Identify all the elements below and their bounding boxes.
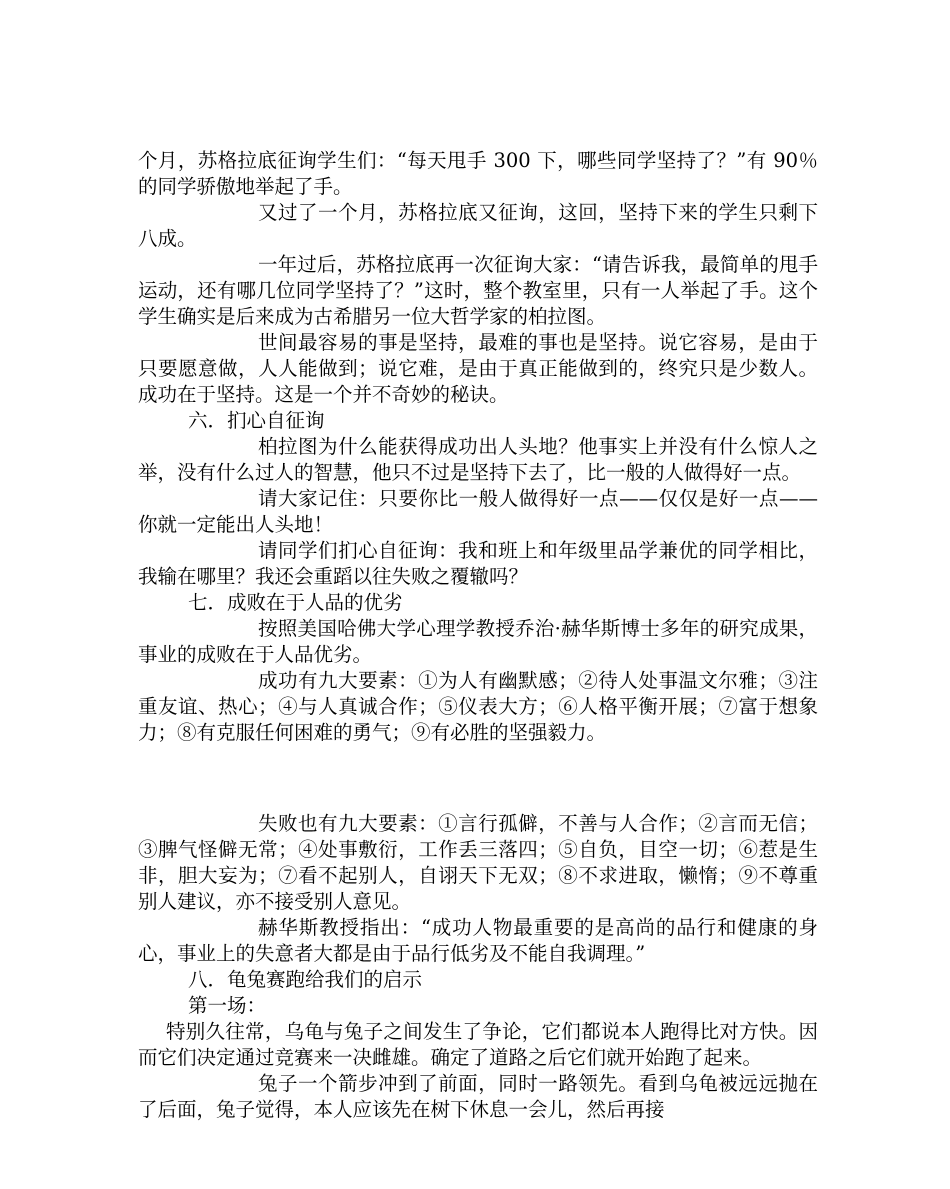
paragraph: 柏拉图为什么能获得成功出人头地？他事实上并没有什么惊人之举，没有什么过人的智慧，他只不过是坚持下去了，比一般的人做得好一点。	[138, 435, 818, 484]
paragraph: 一年过后，苏格拉底再一次征询大家：“请告诉我，最简单的甩手运动，还有哪几位同学坚持了？”这时，整个教室里，只有一人举起了手。这个学生确实是后来成为古希腊另一位大哲学家的柏拉图。	[138, 253, 818, 328]
paragraph: 世间最容易的事是坚持，最难的事也是坚持。说它容易，是由于只要愿意做，人人能做到；说它难，是由于真正能做到的，终究只是少数人。成功在于坚持。这是一个并不奇妙的秘诀。	[138, 331, 818, 406]
paragraph: 按照美国哈佛大学心理学教授乔治·赫华斯博士多年的研究成果，事业的成败在于人品优劣。	[138, 617, 818, 666]
paragraph: 又过了一个月，苏格拉底又征询，这回，坚持下来的学生只剩下八成。	[138, 201, 818, 250]
section-heading: 六．扪心自征询	[188, 409, 325, 432]
section-heading: 七．成败在于人品的优劣	[188, 591, 403, 614]
document-body	[138, 148, 818, 1123]
paragraph: 赫华斯教授指出：“成功人物最重要的是高尚的品行和健康的身心，事业上的失意者大都是由于品行低劣及不能自我调理。”	[138, 916, 818, 965]
section-heading: 第一场：	[188, 994, 267, 1017]
paragraph: 兔子一个箭步冲到了前面，同时一路领先。看到乌龟被远远抛在了后面，兔子觉得，本人应该先在树下休息一会儿，然后再接	[138, 1072, 818, 1121]
paragraph: 特别久往常，乌龟与兔子之间发生了争论，它们都说本人跑得比对方快。因而它们决定通过竞赛来一决雌雄。确定了道路之后它们就开始跑了起来。	[138, 1020, 818, 1069]
paragraph: 成功有九大要素：①为人有幽默感；②待人处事温文尔雅；③注重友谊、热心；④与人真诚合作；⑤仪表大方；⑥人格平衡开展；⑦富于想象力；⑧有克服任何困难的勇气；⑨有必胜的坚强毅力。	[138, 669, 818, 744]
paragraph: 个月，苏格拉底征询学生们：“每天甩手 300 下，哪些同学坚持了？”有 90％的同学骄傲地举起了手。	[138, 149, 818, 198]
paragraph: 请同学们扪心自征询：我和班上和年级里品学兼优的同学相比，我输在哪里？我还会重蹈以往失败之覆辙吗？	[138, 539, 818, 588]
section-heading: 八．龟兔赛跑给我们的启示	[188, 968, 423, 991]
blank-line	[138, 766, 818, 792]
paragraph: 请大家记住：只要你比一般人做得好一点——仅仅是好一点——你就一定能出人头地！	[138, 487, 818, 536]
paragraph: 失败也有九大要素：①言行孤僻，不善与人合作；②言而无信；③脾气怪僻无常；④处事敷衍，工作丢三落四；⑤自负，目空一切；⑥惹是生非，胆大妄为；⑦看不起别人，自诩天下无双；⑧不求进取，懒惰；⑨不尊重别人建议，亦不接受别人意见。	[138, 812, 818, 913]
